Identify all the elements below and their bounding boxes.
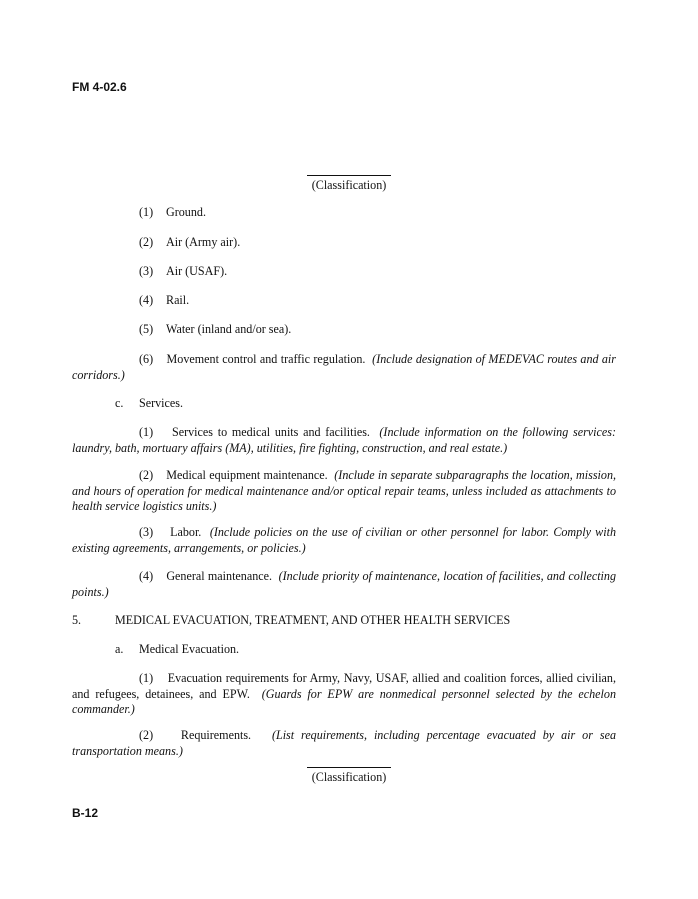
classification-label: (Classification): [311, 770, 387, 784]
list-item: (2) Medical equipment maintenance. (Include in separate subparagraphs the location, mission, and hours of operation for medical maintenance and/or optical repair teams, unless included as attachments to health service logistics units.): [72, 468, 617, 513]
list-item: (3) Labor. (Include policies on the use of civilian or other personnel for labor. Comply with existing agreements, arrangements, or policies.): [72, 525, 617, 555]
classification-label: (Classification): [311, 178, 387, 192]
list-item: (6) Movement control and traffic regulation. (Include designation of MEDEVAC routes and air corridors.): [72, 352, 617, 382]
classification-top: [0, 175, 698, 193]
list-item: (4) General maintenance. (Include priority of maintenance, location of facilities, and collecting points.): [72, 569, 617, 599]
list-item: (1) Services to medical units and facilities. (Include information on the following services: laundry, bath, mortuary affairs (MA), utilities, fire fighting, construction, and real estate.): [72, 425, 616, 455]
classification-bottom: [0, 767, 698, 785]
list-item: (2) Requirements. (List requirements, including percentage evacuated by air or sea transportation means.): [72, 728, 616, 758]
document-id: FM 4-02.6: [72, 80, 127, 94]
list-item: (1) Evacuation requirements for Army, Navy, USAF, allied and coalition forces, allied civilian, and refugees, detainees, and EPW. (Guards for EPW are nonmedical personnel selected by the echelon commander.): [72, 671, 616, 716]
classification-rule: [307, 175, 391, 176]
page-number: B-12: [72, 806, 99, 820]
classification-rule: [307, 767, 391, 768]
